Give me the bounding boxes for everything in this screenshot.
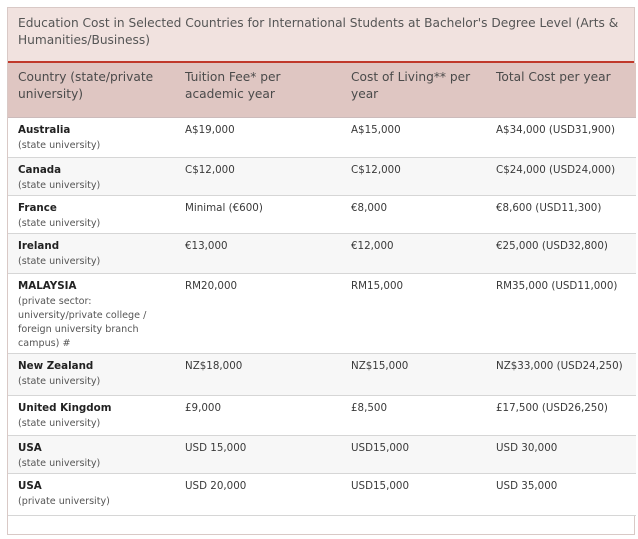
header-living: Cost of Living** per year [341, 63, 486, 118]
tuition-cell: Minimal (€600) [175, 196, 341, 234]
country-cell [8, 274, 175, 354]
table-row [8, 196, 636, 234]
tuition-cell: €13,000 [175, 234, 341, 274]
country-name: Canada [18, 164, 62, 176]
table-row [8, 118, 636, 158]
table-row [8, 396, 636, 436]
tuition-cell: C$12,000 [175, 158, 341, 196]
country-cell [8, 234, 175, 274]
country-type: (state university) [18, 457, 101, 469]
country-name: USA [18, 442, 42, 454]
total-cell: RM35,000 (USD11,000) [486, 274, 636, 354]
country-type: (state university) [18, 255, 101, 267]
living-cell: C$12,000 [341, 158, 486, 196]
country-name: France [18, 202, 57, 214]
country-name: Ireland [18, 240, 60, 252]
tuition-cell: £9,000 [175, 396, 341, 436]
country-type: (state university) [18, 179, 101, 191]
country-type: (private university) [18, 495, 110, 507]
country-cell [8, 196, 175, 234]
header-row [8, 63, 636, 118]
country-name: USA [18, 480, 42, 492]
country-name: MALAYSIA [18, 280, 77, 292]
living-cell: USD15,000 [341, 474, 486, 516]
header-tuition: Tuition Fee* per academic year [175, 63, 341, 118]
table-row [8, 274, 636, 354]
tuition-cell: USD 15,000 [175, 436, 341, 474]
total-cell: USD 30,000 [486, 436, 636, 474]
country-cell [8, 158, 175, 196]
country-type: (private sector: university/private college / foreign university branch campus) # [18, 295, 147, 349]
tuition-cell: A$19,000 [175, 118, 341, 158]
total-cell: €8,600 (USD11,300) [486, 196, 636, 234]
country-cell [8, 396, 175, 436]
country-name: Australia [18, 124, 71, 136]
country-name: United Kingdom [18, 402, 112, 414]
total-cell: £17,500 (USD26,250) [486, 396, 636, 436]
living-cell: USD15,000 [341, 436, 486, 474]
header-country: Country (state/private university) [8, 63, 175, 118]
table-row [8, 354, 636, 396]
living-cell: €12,000 [341, 234, 486, 274]
total-cell: USD 35,000 [486, 474, 636, 516]
header-total: Total Cost per year [486, 63, 636, 118]
living-cell: RM15,000 [341, 274, 486, 354]
total-cell: A$34,000 (USD31,900) [486, 118, 636, 158]
country-cell [8, 474, 175, 516]
table-row [8, 474, 636, 516]
country-cell [8, 436, 175, 474]
living-cell: €8,000 [341, 196, 486, 234]
country-type: (state university) [18, 139, 101, 151]
country-type: (state university) [18, 375, 101, 387]
country-type: (state university) [18, 217, 101, 229]
cost-table-panel [7, 7, 635, 535]
table-row [8, 158, 636, 196]
total-cell: NZ$33,000 (USD24,250) [486, 354, 636, 396]
table-row [8, 436, 636, 474]
country-cell [8, 118, 175, 158]
living-cell: A$15,000 [341, 118, 486, 158]
table-row [8, 234, 636, 274]
living-cell: £8,500 [341, 396, 486, 436]
country-cell [8, 354, 175, 396]
cost-table [8, 63, 636, 516]
table-caption: Education Cost in Selected Countries for International Students at Bachelor's Degree Level (Arts & Humanities/Business) [8, 8, 634, 63]
tuition-cell: USD 20,000 [175, 474, 341, 516]
living-cell: NZ$15,000 [341, 354, 486, 396]
total-cell: €25,000 (USD32,800) [486, 234, 636, 274]
country-name: New Zealand [18, 360, 94, 372]
total-cell: C$24,000 (USD24,000) [486, 158, 636, 196]
country-type: (state university) [18, 417, 101, 429]
tuition-cell: RM20,000 [175, 274, 341, 354]
tuition-cell: NZ$18,000 [175, 354, 341, 396]
